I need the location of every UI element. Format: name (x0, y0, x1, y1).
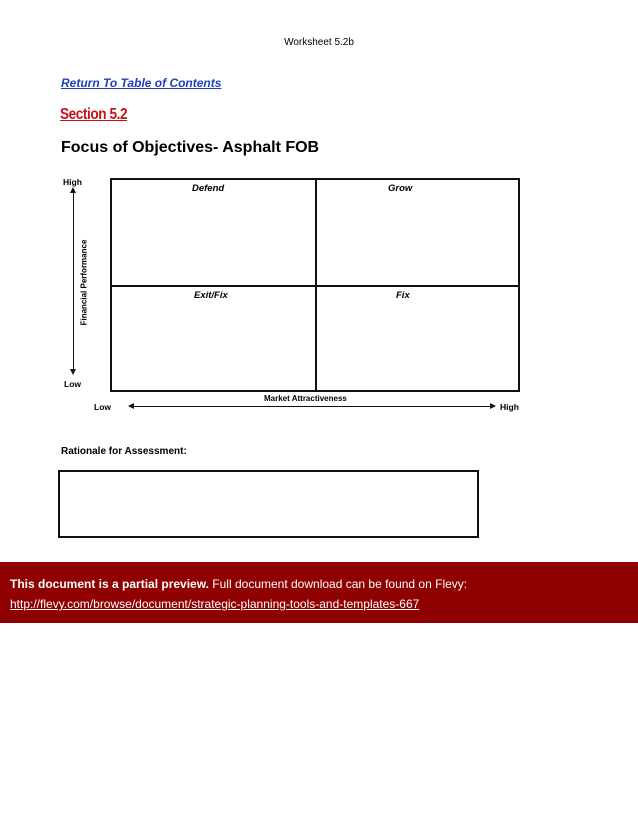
x-axis-high-label: High (500, 402, 519, 412)
y-axis-label: Financial Performance (79, 239, 89, 326)
y-axis-low-label: Low (64, 379, 81, 389)
page-title: Focus of Objectives- Asphalt FOB (61, 139, 320, 156)
focus-matrix-diagram (60, 170, 525, 420)
banner-bold-text: This document is a partial preview. (10, 577, 209, 591)
x-axis-label: Market Attractiveness (260, 394, 351, 403)
y-axis-arrow (73, 192, 74, 370)
rationale-label: Rationale for Assessment: (61, 446, 187, 457)
y-axis-high-label: High (63, 177, 82, 187)
preview-banner (0, 562, 638, 623)
banner-text: Full document download can be found on Flevy: (212, 577, 468, 591)
quadrant-defend: Defend (192, 183, 225, 194)
worksheet-header: Worksheet 5.2b (284, 37, 354, 48)
x-axis-low-label: Low (94, 402, 111, 412)
matrix-grid (110, 178, 520, 392)
quadrant-grow: Grow (388, 183, 413, 194)
rationale-input-box[interactable] (58, 470, 479, 538)
quadrant-exit-fix: Exit/Fix (194, 290, 228, 301)
quadrant-fix: Fix (396, 290, 410, 301)
toc-link[interactable]: Return To Table of Contents (61, 76, 222, 90)
grid-horizontal-divider (112, 285, 518, 287)
section-label: Section 5.2 (60, 106, 128, 123)
x-axis-arrow (134, 406, 490, 407)
banner-download-link[interactable]: http://flevy.com/browse/document/strategic-planning-tools-and-templates-667 (10, 597, 420, 611)
